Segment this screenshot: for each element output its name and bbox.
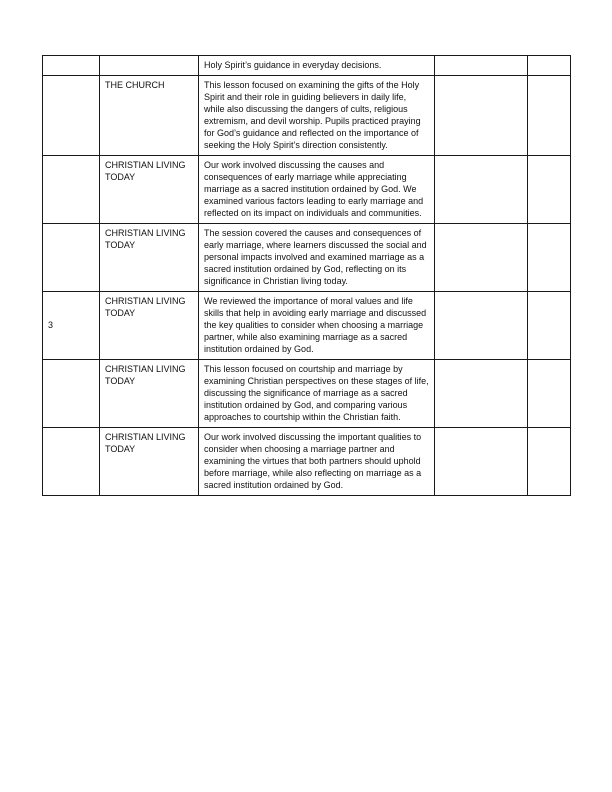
table-row [43,224,571,292]
summary-cell: This lesson focused on examining the gifts of the Holy Spirit and their role in guiding believers in daily life, while also discussing the dangers of cults, religious extremism, and devil worship. Pupils practiced praying for God’s guidance and reflected on the importance of seeking the Holy Spirit’s direction consistently. [199,76,435,156]
summary-cell: This lesson focused on courtship and marriage by examining Christian perspectives on these stages of life, discussing the significance of marriage as a sacred institution ordained by God, and comparing various approaches to courtship within the Christian faith. [199,360,435,428]
week-cell [43,76,100,156]
blank-cell [528,292,571,360]
week-cell: 3 [43,292,100,360]
topic-cell: CHRISTIAN LIVING TODAY [100,428,199,496]
blank-cell [528,156,571,224]
topic-cell: CHRISTIAN LIVING TODAY [100,156,199,224]
blank-cell [435,156,528,224]
summary-cell: We reviewed the importance of moral values and life skills that help in avoiding early marriage and discussed the key qualities to consider when choosing a marriage partner, while also examining marriage as a sacred institution ordained by God. [199,292,435,360]
week-cell [43,156,100,224]
blank-cell [435,428,528,496]
table-row [43,56,571,76]
table-row [43,360,571,428]
summary-cell: The session covered the causes and consequences of early marriage, where learners discussed the social and personal impacts involved and examined marriage as a sacred institution ordained by God, reflecting on its significance in Christian living today. [199,224,435,292]
blank-cell [435,56,528,76]
blank-cell [435,76,528,156]
topic-cell: CHRISTIAN LIVING TODAY [100,360,199,428]
summary-cell: Holy Spirit’s guidance in everyday decisions. [199,56,435,76]
week-cell [43,428,100,496]
blank-cell [528,224,571,292]
blank-cell [528,56,571,76]
summary-cell: Our work involved discussing the causes and consequences of early marriage while appreciating marriage as a sacred institution ordained by God. We examined various factors leading to early marriage and reflected on its impact on individuals and communities. [199,156,435,224]
lesson-record-table [42,55,571,496]
topic-cell: THE CHURCH [100,76,199,156]
week-cell [43,56,100,76]
week-cell [43,224,100,292]
blank-cell [528,428,571,496]
blank-cell [435,224,528,292]
blank-cell [435,360,528,428]
week-cell [43,360,100,428]
blank-cell [528,360,571,428]
topic-cell: CHRISTIAN LIVING TODAY [100,224,199,292]
table-row [43,156,571,224]
table-row [43,428,571,496]
summary-cell: Our work involved discussing the important qualities to consider when choosing a marriage partner and examining the virtues that both partners should uphold before marriage, while also reflecting on marriage as a sacred institution ordained by God. [199,428,435,496]
blank-cell [435,292,528,360]
topic-cell: CHRISTIAN LIVING TODAY [100,292,199,360]
table-row [43,76,571,156]
topic-cell [100,56,199,76]
table-row [43,292,571,360]
blank-cell [528,76,571,156]
